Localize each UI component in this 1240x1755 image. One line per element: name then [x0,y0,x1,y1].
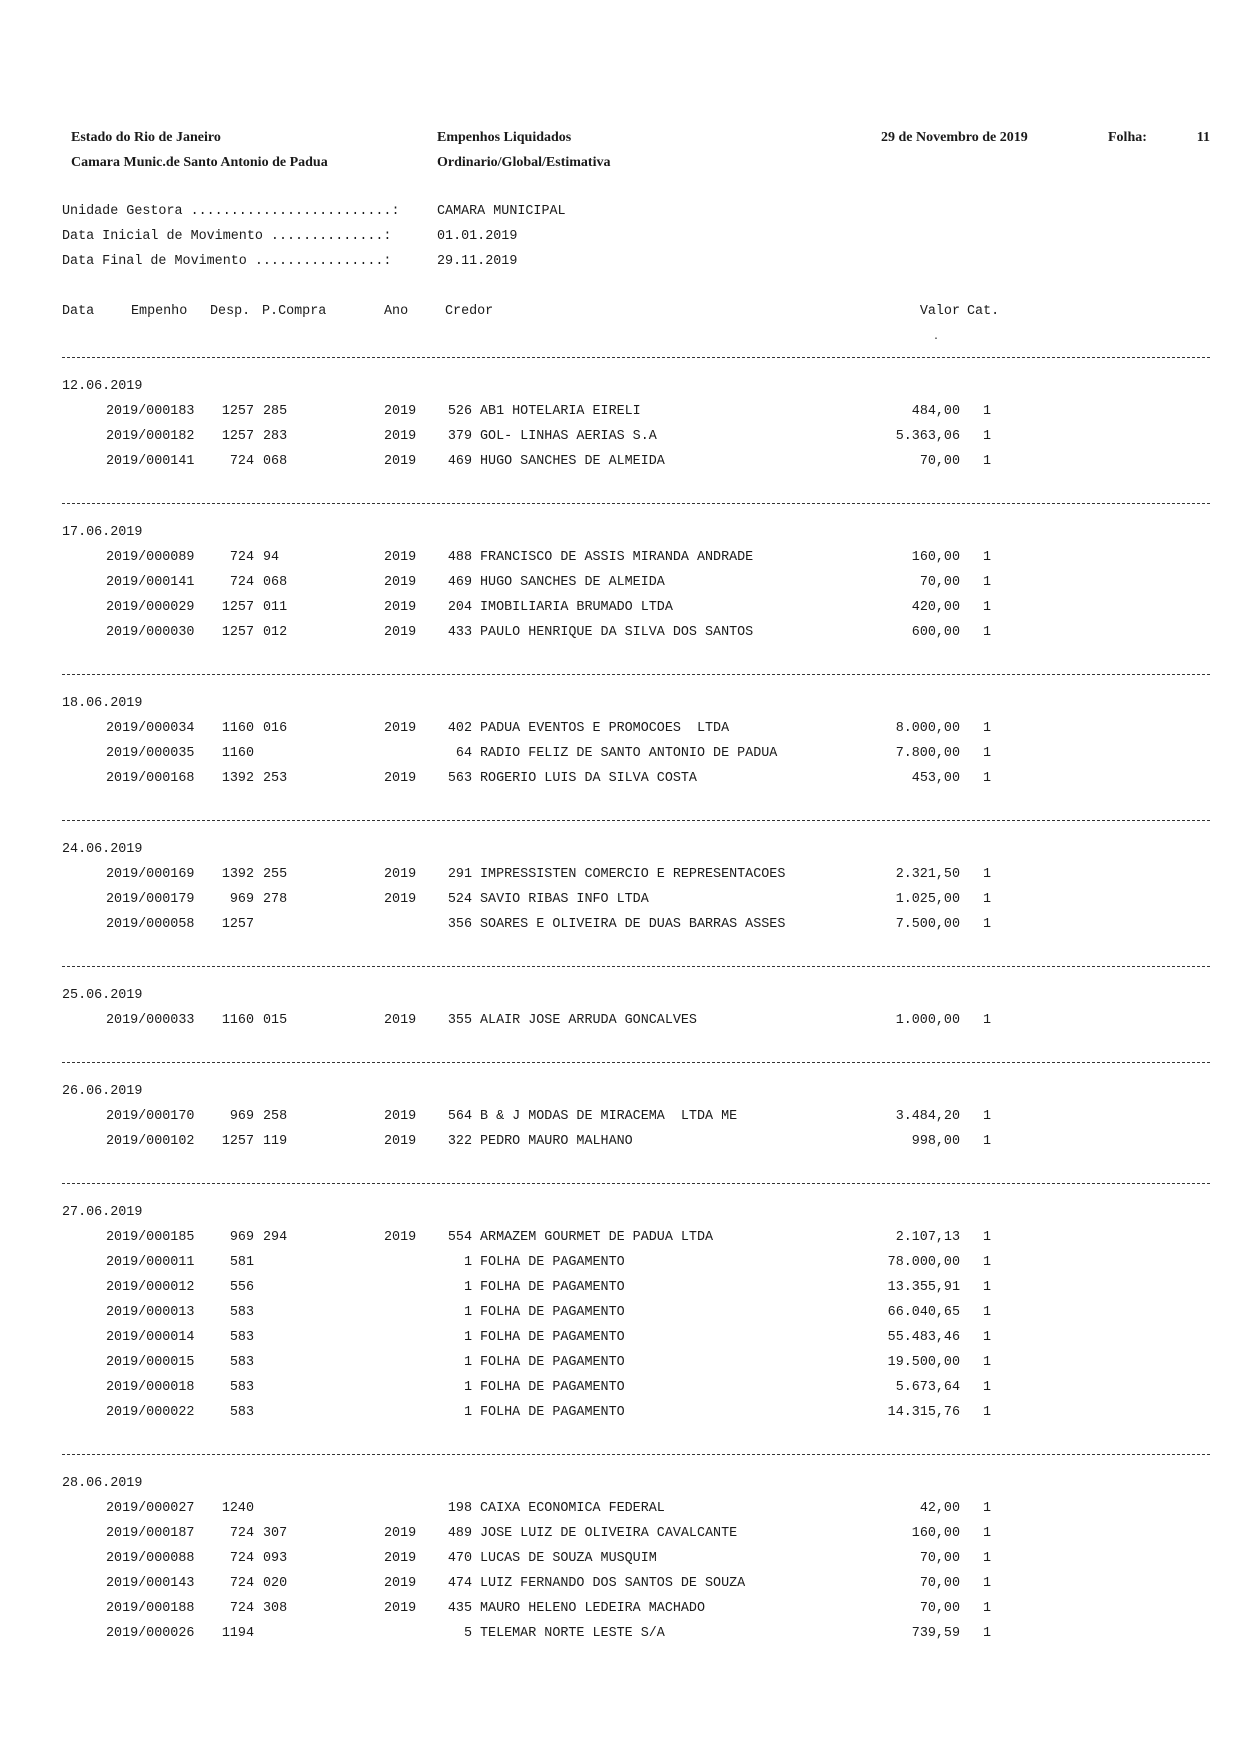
row-pcompra: 253 [263,771,288,786]
row-cat: 1 [983,917,992,932]
row-empenho: 2019/000012 [106,1280,195,1295]
row-credor-code: 474 [447,1576,472,1591]
col-valor: Valor [919,304,960,319]
row-cat: 1 [983,1109,992,1124]
row-credor-name: MAURO HELENO LEDEIRA MACHADO [480,1601,705,1616]
row-credor-code: 524 [447,892,472,907]
row-credor-code: 402 [447,721,472,736]
row-ano: 2019 [384,550,417,565]
row-valor: 13.355,91 [887,1280,960,1295]
row-empenho: 2019/000033 [106,1013,195,1028]
row-credor-name: FRANCISCO DE ASSIS MIRANDA ANDRADE [480,550,754,565]
group-date: 17.06.2019 [62,525,143,540]
separator-line [62,1183,1210,1184]
row-desp: 1160 [221,1013,254,1028]
header-chamber: Camara Munic.de Santo Antonio de Padua [71,155,328,170]
row-credor-code: 1 [463,1405,472,1420]
row-credor-code: 356 [447,917,472,932]
row-desp: 583 [229,1330,254,1345]
row-pcompra: 093 [263,1551,288,1566]
info-data-inicial-value: 01.01.2019 [437,229,518,244]
row-credor-name: JOSE LUIZ DE OLIVEIRA CAVALCANTE [480,1526,738,1541]
row-cat: 1 [983,1576,992,1591]
row-credor-name: TELEMAR NORTE LESTE S/A [480,1626,665,1641]
group-date: 25.06.2019 [62,988,143,1003]
row-credor-name: PAULO HENRIQUE DA SILVA DOS SANTOS [480,625,754,640]
row-pcompra: 307 [263,1526,288,1541]
row-credor-name: FOLHA DE PAGAMENTO [480,1280,625,1295]
row-valor: 70,00 [919,454,960,469]
row-credor-name: FOLHA DE PAGAMENTO [480,1355,625,1370]
row-credor-code: 1 [463,1330,472,1345]
report-title: Empenhos Liquidados [437,130,572,145]
row-desp: 724 [229,1551,254,1566]
row-ano: 2019 [384,867,417,882]
row-credor-name: HUGO SANCHES DE ALMEIDA [480,454,665,469]
row-desp: 724 [229,1576,254,1591]
row-desp: 581 [229,1255,254,1270]
row-credor-code: 1 [463,1305,472,1320]
row-desp: 1160 [221,721,254,736]
row-valor: 70,00 [919,1601,960,1616]
group-date: 18.06.2019 [62,696,143,711]
row-valor: 1.000,00 [895,1013,960,1028]
row-cat: 1 [983,1134,992,1149]
row-empenho: 2019/000183 [106,404,195,419]
row-credor-code: 198 [447,1501,472,1516]
row-empenho: 2019/000029 [106,600,195,615]
row-valor: 160,00 [911,550,960,565]
row-credor-name: RADIO FELIZ DE SANTO ANTONIO DE PADUA [480,746,778,761]
row-pcompra: 020 [263,1576,288,1591]
row-pcompra: 068 [263,454,288,469]
row-cat: 1 [983,404,992,419]
row-ano: 2019 [384,625,417,640]
row-pcompra: 015 [263,1013,288,1028]
row-cat: 1 [983,771,992,786]
row-cat: 1 [983,1255,992,1270]
row-valor: 55.483,46 [887,1330,960,1345]
row-credor-name: SAVIO RIBAS INFO LTDA [480,892,649,907]
row-empenho: 2019/000179 [106,892,195,907]
row-desp: 969 [229,1109,254,1124]
row-empenho: 2019/000089 [106,550,195,565]
row-cat: 1 [983,429,992,444]
info-data-final-label: Data Final de Movimento ................: [62,254,392,269]
row-credor-name: PADUA EVENTOS E PROMOCOES LTDA [480,721,730,736]
row-valor: 7.800,00 [895,746,960,761]
row-empenho: 2019/000143 [106,1576,195,1591]
row-cat: 1 [983,1601,992,1616]
row-pcompra: 119 [263,1134,288,1149]
row-desp: 724 [229,575,254,590]
row-valor: 8.000,00 [895,721,960,736]
row-empenho: 2019/000035 [106,746,195,761]
row-desp: 583 [229,1355,254,1370]
row-valor: 484,00 [911,404,960,419]
row-cat: 1 [983,550,992,565]
row-empenho: 2019/000141 [106,575,195,590]
row-cat: 1 [983,1355,992,1370]
row-cat: 1 [983,721,992,736]
row-empenho: 2019/000088 [106,1551,195,1566]
row-pcompra: 278 [263,892,288,907]
row-credor-code: 204 [447,600,472,615]
row-cat: 1 [983,1280,992,1295]
folha-label: Folha: [1108,130,1147,145]
row-credor-code: 64 [455,746,472,761]
info-unidade-value: CAMARA MUNICIPAL [437,204,566,219]
row-credor-code: 469 [447,454,472,469]
row-valor: 19.500,00 [887,1355,960,1370]
row-credor-code: 489 [447,1526,472,1541]
row-credor-code: 488 [447,550,472,565]
row-pcompra: 258 [263,1109,288,1124]
row-credor-name: ARMAZEM GOURMET DE PADUA LTDA [480,1230,714,1245]
header-state: Estado do Rio de Janeiro [71,130,221,145]
row-credor-code: 5 [463,1626,472,1641]
row-credor-name: AB1 HOTELARIA EIRELI [480,404,641,419]
row-empenho: 2019/000018 [106,1380,195,1395]
col-data: Data [62,304,95,319]
row-desp: 583 [229,1380,254,1395]
separator-line [62,503,1210,504]
row-cat: 1 [983,1305,992,1320]
info-data-final-value: 29.11.2019 [437,254,518,269]
row-desp: 1257 [221,404,254,419]
row-valor: 160,00 [911,1526,960,1541]
row-cat: 1 [983,746,992,761]
row-cat: 1 [983,575,992,590]
row-pcompra: 283 [263,429,288,444]
row-valor: 70,00 [919,1551,960,1566]
row-empenho: 2019/000187 [106,1526,195,1541]
row-credor-code: 1 [463,1255,472,1270]
row-empenho: 2019/000141 [106,454,195,469]
row-valor: 420,00 [911,600,960,615]
row-desp: 1257 [221,917,254,932]
row-empenho: 2019/000182 [106,429,195,444]
row-empenho: 2019/000013 [106,1305,195,1320]
row-valor: 600,00 [911,625,960,640]
report-subtitle: Ordinario/Global/Estimativa [437,155,611,170]
col-credor: Credor [445,304,494,319]
row-credor-code: 469 [447,575,472,590]
row-credor-name: IMOBILIARIA BRUMADO LTDA [480,600,673,615]
row-pcompra: 94 [263,550,280,565]
row-valor: 5.673,64 [895,1380,960,1395]
row-empenho: 2019/000102 [106,1134,195,1149]
folha-number: 11 [1196,130,1210,145]
row-ano: 2019 [384,1134,417,1149]
row-empenho: 2019/000188 [106,1601,195,1616]
row-ano: 2019 [384,454,417,469]
row-empenho: 2019/000027 [106,1501,195,1516]
row-credor-name: LUCAS DE SOUZA MUSQUIM [480,1551,657,1566]
row-credor-code: 322 [447,1134,472,1149]
row-cat: 1 [983,1501,992,1516]
row-desp: 724 [229,1526,254,1541]
row-ano: 2019 [384,721,417,736]
row-empenho: 2019/000169 [106,867,195,882]
row-ano: 2019 [384,1601,417,1616]
row-valor: 7.500,00 [895,917,960,932]
row-empenho: 2019/000058 [106,917,195,932]
row-pcompra: 016 [263,721,288,736]
row-valor: 70,00 [919,1576,960,1591]
row-cat: 1 [983,1230,992,1245]
row-empenho: 2019/000011 [106,1255,195,1270]
row-credor-name: FOLHA DE PAGAMENTO [480,1330,625,1345]
col-empenho: Empenho [131,304,188,319]
row-ano: 2019 [384,1551,417,1566]
row-valor: 3.484,20 [895,1109,960,1124]
row-pcompra: 255 [263,867,288,882]
row-cat: 1 [983,1380,992,1395]
row-credor-code: 291 [447,867,472,882]
row-valor: 453,00 [911,771,960,786]
row-valor: 14.315,76 [887,1405,960,1420]
row-credor-name: PEDRO MAURO MALHANO [480,1134,633,1149]
row-desp: 583 [229,1405,254,1420]
row-credor-name: ALAIR JOSE ARRUDA GONCALVES [480,1013,697,1028]
row-pcompra: 068 [263,575,288,590]
row-desp: 724 [229,454,254,469]
row-cat: 1 [983,1330,992,1345]
separator-line [62,1062,1210,1063]
row-credor-name: FOLHA DE PAGAMENTO [480,1380,625,1395]
col-desp: Desp. [210,304,251,319]
row-credor-name: HUGO SANCHES DE ALMEIDA [480,575,665,590]
row-cat: 1 [983,1405,992,1420]
group-date: 26.06.2019 [62,1084,143,1099]
row-empenho: 2019/000022 [106,1405,195,1420]
row-credor-name: FOLHA DE PAGAMENTO [480,1405,625,1420]
row-credor-name: B & J MODAS DE MIRACEMA LTDA ME [480,1109,738,1124]
row-credor-code: 554 [447,1230,472,1245]
row-desp: 724 [229,550,254,565]
row-valor: 2.107,13 [895,1230,960,1245]
row-desp: 1392 [221,867,254,882]
row-desp: 1257 [221,429,254,444]
row-valor: 5.363,06 [895,429,960,444]
row-credor-code: 563 [447,771,472,786]
row-ano: 2019 [384,1526,417,1541]
row-cat: 1 [983,600,992,615]
row-ano: 2019 [384,404,417,419]
row-desp: 583 [229,1305,254,1320]
row-pcompra: 294 [263,1230,288,1245]
row-cat: 1 [983,1626,992,1641]
row-ano: 2019 [384,429,417,444]
row-cat: 1 [983,1551,992,1566]
report-date: 29 de Novembro de 2019 [881,130,1028,145]
group-date: 28.06.2019 [62,1476,143,1491]
col-pcompra: P.Compra [262,304,327,319]
row-credor-code: 379 [447,429,472,444]
row-credor-code: 470 [447,1551,472,1566]
separator-line [62,674,1210,675]
row-empenho: 2019/000026 [106,1626,195,1641]
row-desp: 969 [229,892,254,907]
row-valor: 66.040,65 [887,1305,960,1320]
row-desp: 1240 [221,1501,254,1516]
row-valor: 78.000,00 [887,1255,960,1270]
row-ano: 2019 [384,1576,417,1591]
row-pcompra: 285 [263,404,288,419]
info-unidade-label: Unidade Gestora .........................: [62,204,400,219]
row-empenho: 2019/000170 [106,1109,195,1124]
row-credor-name: ROGERIO LUIS DA SILVA COSTA [480,771,697,786]
row-ano: 2019 [384,1013,417,1028]
col-cat: Cat. [967,304,1000,319]
row-empenho: 2019/000015 [106,1355,195,1370]
row-ano: 2019 [384,1109,417,1124]
row-pcompra: 308 [263,1601,288,1616]
row-cat: 1 [983,867,992,882]
row-credor-name: FOLHA DE PAGAMENTO [480,1255,625,1270]
row-desp: 969 [229,1230,254,1245]
separator-line [62,1454,1210,1455]
row-credor-code: 1 [463,1380,472,1395]
row-cat: 1 [983,1526,992,1541]
row-credor-name: LUIZ FERNANDO DOS SANTOS DE SOUZA [480,1576,746,1591]
row-credor-code: 1 [463,1280,472,1295]
row-valor: 70,00 [919,575,960,590]
row-desp: 1257 [221,1134,254,1149]
row-credor-name: GOL- LINHAS AERIAS S.A [480,429,657,444]
row-empenho: 2019/000185 [106,1230,195,1245]
row-credor-code: 1 [463,1355,472,1370]
col-ano: Ano [384,304,409,319]
row-credor-code: 435 [447,1601,472,1616]
row-empenho: 2019/000168 [106,771,195,786]
row-ano: 2019 [384,1230,417,1245]
row-cat: 1 [983,454,992,469]
row-pcompra: 011 [263,600,288,615]
row-credor-name: SOARES E OLIVEIRA DE DUAS BARRAS ASSES [480,917,786,932]
row-pcompra: 012 [263,625,288,640]
separator-line [62,820,1210,821]
row-credor-code: 526 [447,404,472,419]
row-valor: 998,00 [911,1134,960,1149]
row-ano: 2019 [384,600,417,615]
row-ano: 2019 [384,771,417,786]
row-cat: 1 [983,625,992,640]
row-desp: 1392 [221,771,254,786]
group-date: 24.06.2019 [62,842,143,857]
row-credor-code: 433 [447,625,472,640]
col-mark: . [933,332,940,343]
row-empenho: 2019/000014 [106,1330,195,1345]
info-data-inicial-label: Data Inicial de Movimento ..............: [62,229,392,244]
row-credor-code: 355 [447,1013,472,1028]
row-desp: 1160 [221,746,254,761]
row-ano: 2019 [384,892,417,907]
row-cat: 1 [983,892,992,907]
row-credor-name: CAIXA ECONOMICA FEDERAL [480,1501,665,1516]
row-ano: 2019 [384,575,417,590]
row-valor: 2.321,50 [895,867,960,882]
group-date: 12.06.2019 [62,379,143,394]
row-empenho: 2019/000030 [106,625,195,640]
row-desp: 724 [229,1601,254,1616]
row-credor-code: 564 [447,1109,472,1124]
group-date: 27.06.2019 [62,1205,143,1220]
row-desp: 1257 [221,625,254,640]
row-valor: 1.025,00 [895,892,960,907]
separator-line [62,966,1210,967]
row-valor: 739,59 [911,1626,960,1641]
row-empenho: 2019/000034 [106,721,195,736]
row-credor-name: IMPRESSISTEN COMERCIO E REPRESENTACOES [480,867,786,882]
row-credor-name: FOLHA DE PAGAMENTO [480,1305,625,1320]
row-desp: 1194 [221,1626,254,1641]
separator-line [62,357,1210,358]
row-desp: 556 [229,1280,254,1295]
row-valor: 42,00 [919,1501,960,1516]
row-cat: 1 [983,1013,992,1028]
row-desp: 1257 [221,600,254,615]
